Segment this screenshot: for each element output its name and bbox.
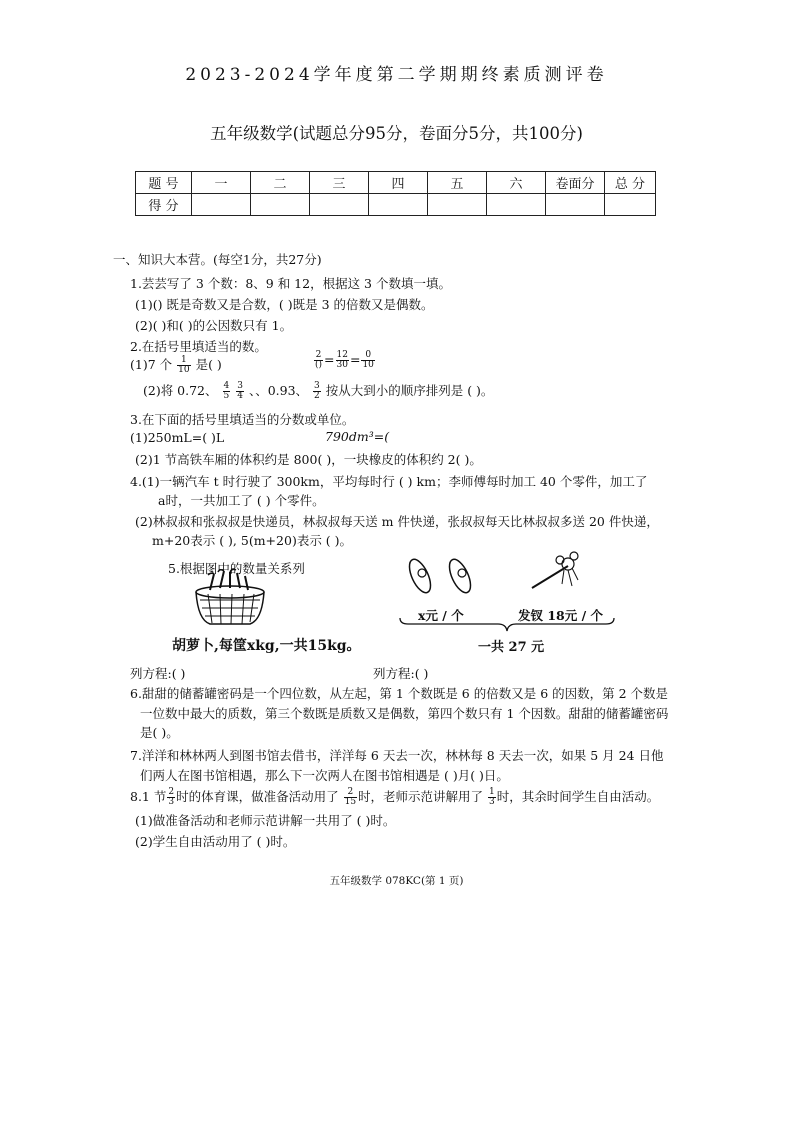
q7-line1: 7.洋洋和林林两人到图书馆去借书，洋洋每 6 天去一次，林林每 8 天去一次，如果 5 月 24 日他 bbox=[130, 748, 664, 763]
fraction-numerator: 4 bbox=[223, 381, 230, 391]
fraction-denominator: 30 bbox=[336, 360, 348, 370]
score-cell: 一 bbox=[192, 172, 251, 194]
page-subtitle: 五年级数学(试题总分95分，卷面分5分，共100分) bbox=[210, 124, 583, 143]
q5-equation-2: 列方程:( ) bbox=[373, 666, 429, 681]
q7-line2: 们两人在图书馆相遇，那么下一次两人在图书馆相遇是 ( )月( )日。 bbox=[140, 768, 509, 783]
q2-stem: 2.在括号里填适当的数。 bbox=[130, 339, 267, 354]
score-cell: 题 号 bbox=[136, 172, 192, 194]
q6-line3: 是( )。 bbox=[140, 725, 179, 740]
score-cell: 五 bbox=[428, 172, 487, 194]
fraction bbox=[167, 788, 175, 807]
q2-part1-text: 是( ) bbox=[195, 357, 222, 372]
hair-clip-icon bbox=[402, 556, 482, 598]
fraction-numerator: 3 bbox=[314, 381, 320, 391]
q4-part1-cont: a时，一共加工了 ( ) 个零件。 bbox=[158, 493, 325, 508]
fraction bbox=[488, 788, 496, 807]
score-table bbox=[135, 171, 656, 216]
fraction bbox=[313, 382, 321, 401]
q5-equation-1: 列方程:( ) bbox=[130, 666, 186, 681]
q3-stem: 3.在下面的括号里填适当的分数或单位。 bbox=[130, 412, 355, 427]
fraction bbox=[236, 382, 244, 401]
score-input-cell[interactable] bbox=[487, 194, 546, 216]
q8-part2: (2)学生自由活动用了 ( )时。 bbox=[135, 834, 296, 849]
fraction-numerator: 12 bbox=[336, 350, 348, 360]
score-cell: 二 bbox=[251, 172, 310, 194]
q5-caption-carrot: 胡萝卜,每筐xkg,一共15kg。 bbox=[172, 638, 361, 654]
q3-part1b: 790dm³=( bbox=[325, 429, 390, 444]
page-footer: 五年级数学 078KC(第 1 页) bbox=[329, 875, 464, 887]
fraction bbox=[314, 351, 323, 370]
fraction-numerator: 2 bbox=[315, 350, 322, 360]
section-heading: 一、知识大本营。(每空1分，共27分) bbox=[113, 252, 322, 267]
q5-stem: 5.根据图中的数量关系列 bbox=[168, 561, 305, 576]
q8-text: 8.1 节 bbox=[130, 789, 167, 804]
fraction-numerator: 1 bbox=[489, 787, 495, 797]
fraction-denominator: 5 bbox=[223, 391, 230, 401]
q3-part1a: (1)250mL=( )L bbox=[130, 430, 225, 445]
q2-part1 bbox=[130, 355, 222, 375]
q6-line1: 6.甜甜的储蓄罐密码是一个四位数，从左起，第 1 个数既是 6 的倍数又是 6 的因数，第 2 个数是 bbox=[130, 686, 669, 701]
q2-part2-text: 按从大到小的顺序排列是 ( )。 bbox=[325, 383, 494, 398]
page-title: 2023-2024学年度第二学期期终素质测评卷 bbox=[185, 65, 608, 85]
score-input-cell[interactable] bbox=[546, 194, 605, 216]
q4-part1: 4.(1)一辆汽车 t 时行驶了 300km，平均每时行 ( ) km；李师傅每时加工 40 个零件，加工了 bbox=[130, 474, 648, 489]
score-input-cell[interactable] bbox=[428, 194, 487, 216]
score-input-cell[interactable] bbox=[605, 194, 656, 216]
fraction-numerator: 0 bbox=[361, 351, 374, 361]
q2-part2 bbox=[143, 381, 493, 401]
score-row-label: 得 分 bbox=[136, 194, 192, 216]
score-cell: 六 bbox=[487, 172, 546, 194]
fraction-denominator: 10 bbox=[178, 365, 190, 375]
q1-part2: (2)( )和( )的公因数只有 1。 bbox=[135, 318, 293, 333]
fraction-numerator: 1 bbox=[177, 356, 190, 366]
q2-part1-text: (1)7 个 bbox=[130, 357, 173, 372]
fraction bbox=[177, 356, 190, 375]
fraction bbox=[223, 382, 231, 401]
fraction bbox=[336, 351, 349, 370]
q8-part1: (1)做准备活动和老师示范讲解一共用了 ( )时。 bbox=[135, 813, 396, 828]
fraction-numerator: 2 bbox=[344, 788, 357, 798]
score-cell: 卷面分 bbox=[546, 172, 605, 194]
fraction-denominator: 3 bbox=[168, 797, 175, 807]
score-cell: 三 bbox=[310, 172, 369, 194]
fraction-denominator: 15 bbox=[344, 797, 357, 807]
score-table-header-row bbox=[136, 172, 656, 194]
q4-part2-cont: m+20表示 ( ), 5(m+20)表示 ( )。 bbox=[152, 533, 353, 548]
q4-part2: (2)林叔叔和张叔叔是快递员，林叔叔每天送 m 件快递，张叔叔每天比林叔叔多送 20 件快递， bbox=[135, 514, 659, 529]
score-cell: 四 bbox=[369, 172, 428, 194]
fraction-denominator: 10 bbox=[362, 360, 374, 370]
carrot-basket-icon bbox=[190, 568, 270, 630]
q8-text: 时，其余时间学生自由活动。 bbox=[496, 789, 660, 804]
brace-icon bbox=[398, 616, 616, 634]
q8-text: 时的体育课，做准备活动用了 bbox=[176, 789, 339, 804]
fraction-numerator: 3 bbox=[237, 381, 243, 391]
q2-part2-text: (2)将 0.72、 bbox=[143, 383, 218, 398]
score-input-cell[interactable] bbox=[251, 194, 310, 216]
q3-part2: (2)1 节高铁车厢的体积约是 800( )，一块橡皮的体积约 2( )。 bbox=[135, 452, 482, 467]
hairpin-icon bbox=[528, 550, 584, 594]
q6-line2: 一位数中最大的质数，第三个数既是质数又是偶数，第四个数只有 1 个因数。甜甜的储蓄罐密码 bbox=[140, 706, 669, 721]
fraction-denominator: 2 bbox=[314, 391, 320, 401]
score-cell: 总 分 bbox=[605, 172, 656, 194]
fraction bbox=[344, 788, 357, 807]
q5-label-x: x元 / 个 bbox=[418, 608, 464, 623]
score-input-cell[interactable] bbox=[310, 194, 369, 216]
fraction-denominator: 3 bbox=[489, 797, 495, 807]
q8-stem bbox=[130, 787, 659, 807]
fraction-denominator: () bbox=[315, 360, 323, 370]
fraction-denominator: 4 bbox=[237, 391, 243, 401]
fraction bbox=[361, 351, 374, 370]
score-input-cell[interactable] bbox=[192, 194, 251, 216]
q5-total: 一共 27 元 bbox=[478, 640, 545, 655]
q2-part2-text: 、、0.93、 bbox=[248, 383, 309, 398]
q1-part1: (1)() 既是奇数又是合数，( )既是 3 的倍数又是偶数。 bbox=[135, 297, 434, 312]
q5-label-hairpin: 发钗 18元 / 个 bbox=[518, 608, 604, 623]
q1-stem: 1.芸芸写了 3 个数：8、9 和 12，根据这 3 个数填一填。 bbox=[130, 276, 451, 291]
q2-equation: $\frac{2}{()}$ = $\frac{12}{30}$ = $\frac{0}{10}$ bbox=[315, 350, 374, 370]
score-table-score-row bbox=[136, 194, 656, 216]
score-input-cell[interactable] bbox=[369, 194, 428, 216]
q8-text: 时，老师示范讲解用了 bbox=[358, 789, 484, 804]
fraction-numerator: 2 bbox=[168, 787, 175, 797]
